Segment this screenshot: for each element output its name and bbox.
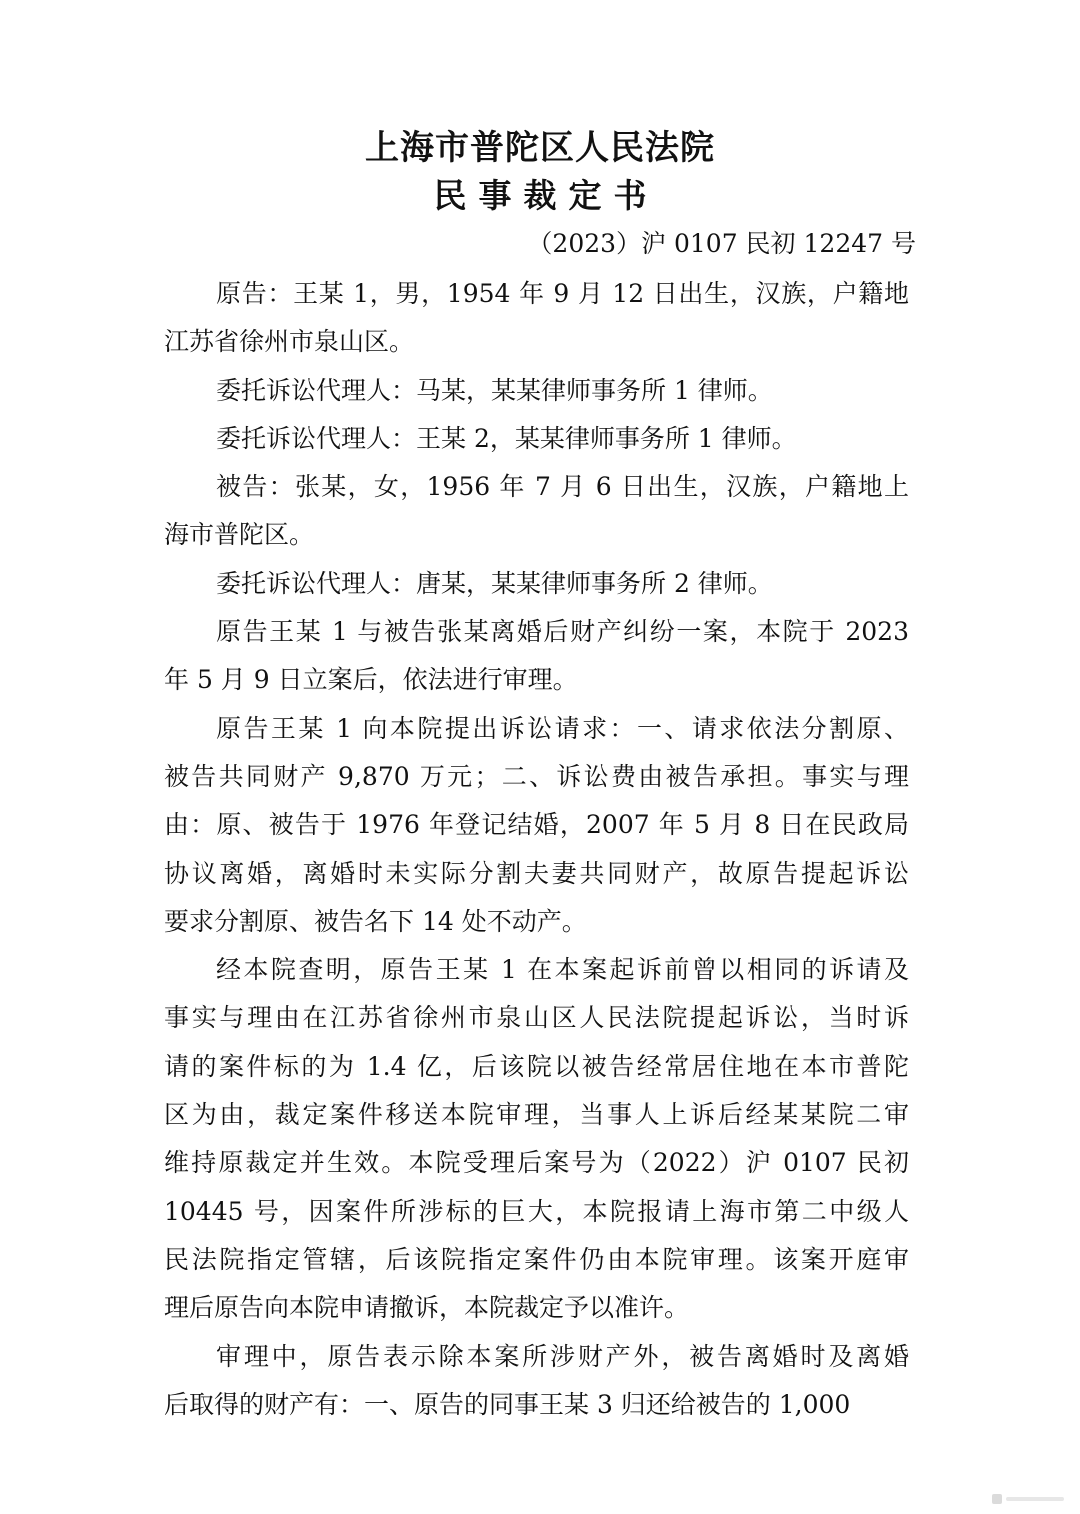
paragraph bbox=[164, 608, 909, 705]
paragraph-line: 被告：张某，女，1956 年 7 月 6 日出生，汉族，户籍地上 bbox=[216, 472, 909, 502]
paragraph bbox=[164, 1333, 909, 1430]
paragraph-line: 委托诉讼代理人：唐某，某某律师事务所 2 律师。 bbox=[216, 568, 773, 598]
paragraph-line: 维持原裁定并生效。本院受理后案号为（2022）沪 0107 民初 bbox=[164, 1148, 909, 1178]
paragraph-line: 原告王某 1 向本院提出诉讼请求：一、请求依法分割原、 bbox=[216, 713, 909, 743]
paragraph-line: 原告：王某 1，男，1954 年 9 月 12 日出生，汉族，户籍地 bbox=[216, 279, 909, 308]
paragraph-line: 民法院指定管辖，后该院指定案件仍由本院审理。该案开庭审 bbox=[164, 1244, 909, 1274]
paragraph-line: 海市普陀区。 bbox=[164, 520, 315, 550]
paragraph-line: 经本院查明，原告王某 1 在本案起诉前曾以相同的诉请及 bbox=[216, 955, 909, 985]
paragraph-line: 原告王某 1 与被告张某离婚后财产纠纷一案，本院于 2023 bbox=[216, 617, 909, 647]
paragraph bbox=[164, 946, 909, 1332]
paragraph-line: 事实与理由在江苏省徐州市泉山区人民法院提起诉讼，当时诉 bbox=[164, 1003, 909, 1033]
paragraph-line: 委托诉讼代理人：马某，某某律师事务所 1 律师。 bbox=[216, 375, 773, 405]
paragraph-line: 年 5 月 9 日立案后，依法进行审理。 bbox=[164, 665, 578, 695]
paragraph-line: 由：原、被告于 1976 年登记结婚，2007 年 5 月 8 日在民政局 bbox=[164, 810, 909, 840]
paragraph-line: 江苏省徐州市泉山区。 bbox=[164, 327, 415, 357]
watermark-icon bbox=[992, 1492, 1064, 1506]
paragraph-line: 理后原告向本院申请撤诉，本院裁定予以准许。 bbox=[164, 1293, 690, 1323]
case-number: （2023）沪 0107 民初 12247 号 bbox=[527, 229, 916, 258]
paragraph-line: 协议离婚，离婚时未实际分割夫妻共同财产，故原告提起诉讼 bbox=[164, 858, 909, 888]
paragraph-line: 要求分割原、被告名下 14 处不动产。 bbox=[164, 906, 587, 936]
document-type-title: 民事裁定书 bbox=[433, 176, 659, 215]
paragraph bbox=[164, 270, 909, 367]
paragraph-line: 被告共同财产 9,870 万元；二、诉讼费由被告承担。事实与理 bbox=[164, 761, 909, 791]
paragraph bbox=[164, 367, 909, 415]
paragraph-line: 区为由，裁定案件移送本院审理，当事人上诉后经某某院二审 bbox=[164, 1100, 909, 1130]
document-body bbox=[164, 270, 909, 1429]
paragraph-line: 后取得的财产有：一、原告的同事王某 3 归还给被告的 1,000 bbox=[164, 1389, 851, 1419]
paragraph-line: 审理中，原告表示除本案所涉财产外，被告离婚时及离婚 bbox=[216, 1341, 909, 1371]
paragraph bbox=[164, 463, 909, 560]
paragraph-line: 委托诉讼代理人：王某 2，某某律师事务所 1 律师。 bbox=[216, 423, 797, 453]
court-name-title: 上海市普陀区人民法院 bbox=[365, 128, 715, 168]
paragraph bbox=[164, 560, 909, 608]
paragraph bbox=[164, 705, 909, 946]
paragraph bbox=[164, 415, 909, 463]
paragraph-line: 10445 号，因案件所涉标的巨大，本院报请上海市第二中级人 bbox=[164, 1196, 909, 1226]
paragraph-line: 请的案件标的为 1.4 亿，后该院以被告经常居住地在本市普陀 bbox=[164, 1051, 909, 1081]
